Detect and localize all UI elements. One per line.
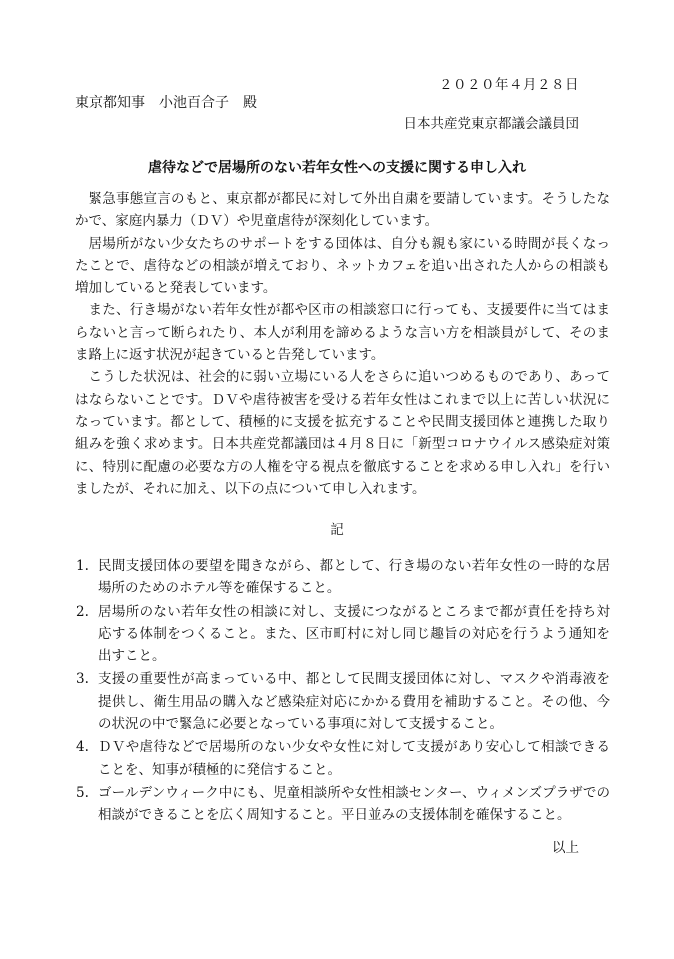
sender: 日本共産党東京都議会議員団	[403, 116, 579, 132]
item-number: 4.	[76, 739, 89, 756]
paragraph: 居場所がない少女たちのサポートをする団体は、自分も親も家にいる時間が長くなったことで、虐待などの相談が増えており、ネットカフェを追い出された人からの相談も増加していると発表しています。	[75, 235, 610, 297]
item-number: 5.	[76, 784, 89, 801]
closing: 以上	[552, 840, 579, 856]
item-text: 支援の重要性が高まっている中、都として民間支援団体に対し、マスクや消毒液を提供し、衛生用品の購入など感染症対応にかかる費用を補助すること。その他、今の状況の中で緊急に必要となっている事項に対して支援すること。	[98, 671, 610, 733]
addressee: 東京都知事 小池百合子 殿	[75, 95, 257, 111]
ki-heading: 記	[330, 522, 344, 538]
item-number: 3.	[76, 671, 89, 688]
paragraph: 緊急事態宣言のもと、東京都が都民に対して外出自粛を要請しています。そうしたなかで、家庭内暴力（ＤＶ）や児童虐待が深刻化しています。	[75, 191, 610, 230]
document-date: ２０２０年４月２８日	[439, 77, 579, 93]
item-text: 居場所のない若年女性の相談に対し、支援につながるところまで都が責任を持ち対応する体制をつくること。また、区市町村に対し同じ趣旨の対応を行うよう通知を出すこと。	[98, 603, 610, 665]
item-text: 民間支援団体の要望を聞きながら、都として、行き場のない若年女性の一時的な居場所のためのホテル等を確保すること。	[98, 558, 610, 597]
item-text: ＤＶや虐待などで居場所のない少女や女性に対して支援があり安心して相談できることを、知事が積極的に発信すること。	[98, 739, 610, 778]
item-text: ゴールデンウィーク中にも、児童相談所や女性相談センター、ウィメンズプラザでの相談ができることを広く周知すること。平日並みの支援体制を確保すること。	[98, 784, 610, 824]
item-number: 2.	[76, 603, 89, 620]
paragraph: こうした状況は、社会的に弱い立場にいる人をさらに追いつめるものであり、あってはならないことです。ＤＶや虐待被害を受ける若年女性はこれまで以上に苦しい状況になっています。都として、積極的に支援を拡充することや民間支援団体と連携した取り組みを強く求めます。日本共産党都議団は４月８日に「新型コロナウイルス感染症対策に、特別に配慮の必要な方の人権を守る視点を徹底することを求める申し入れ」を行いましたが、それに加え、以下の点について申し入れます。	[75, 369, 610, 497]
list-item	[76, 736, 610, 781]
document-title: 虐待などで居場所のない若年女性への支援に関する申し入れ	[148, 160, 526, 176]
list-item	[76, 782, 610, 827]
list-item	[76, 555, 610, 600]
body-text	[75, 188, 610, 500]
item-number: 1.	[76, 558, 89, 574]
list-item	[76, 601, 610, 668]
list-item	[76, 668, 610, 735]
paragraph: また、行き場がない若年女性が都や区市の相談窓口に行っても、支援要件に当てはまらないと言って断られたり、本人が利用を諦めるような言い方を相談員がして、そのまま路上に返す状況が起きていると告発しています。	[75, 302, 610, 364]
request-list	[76, 555, 610, 828]
